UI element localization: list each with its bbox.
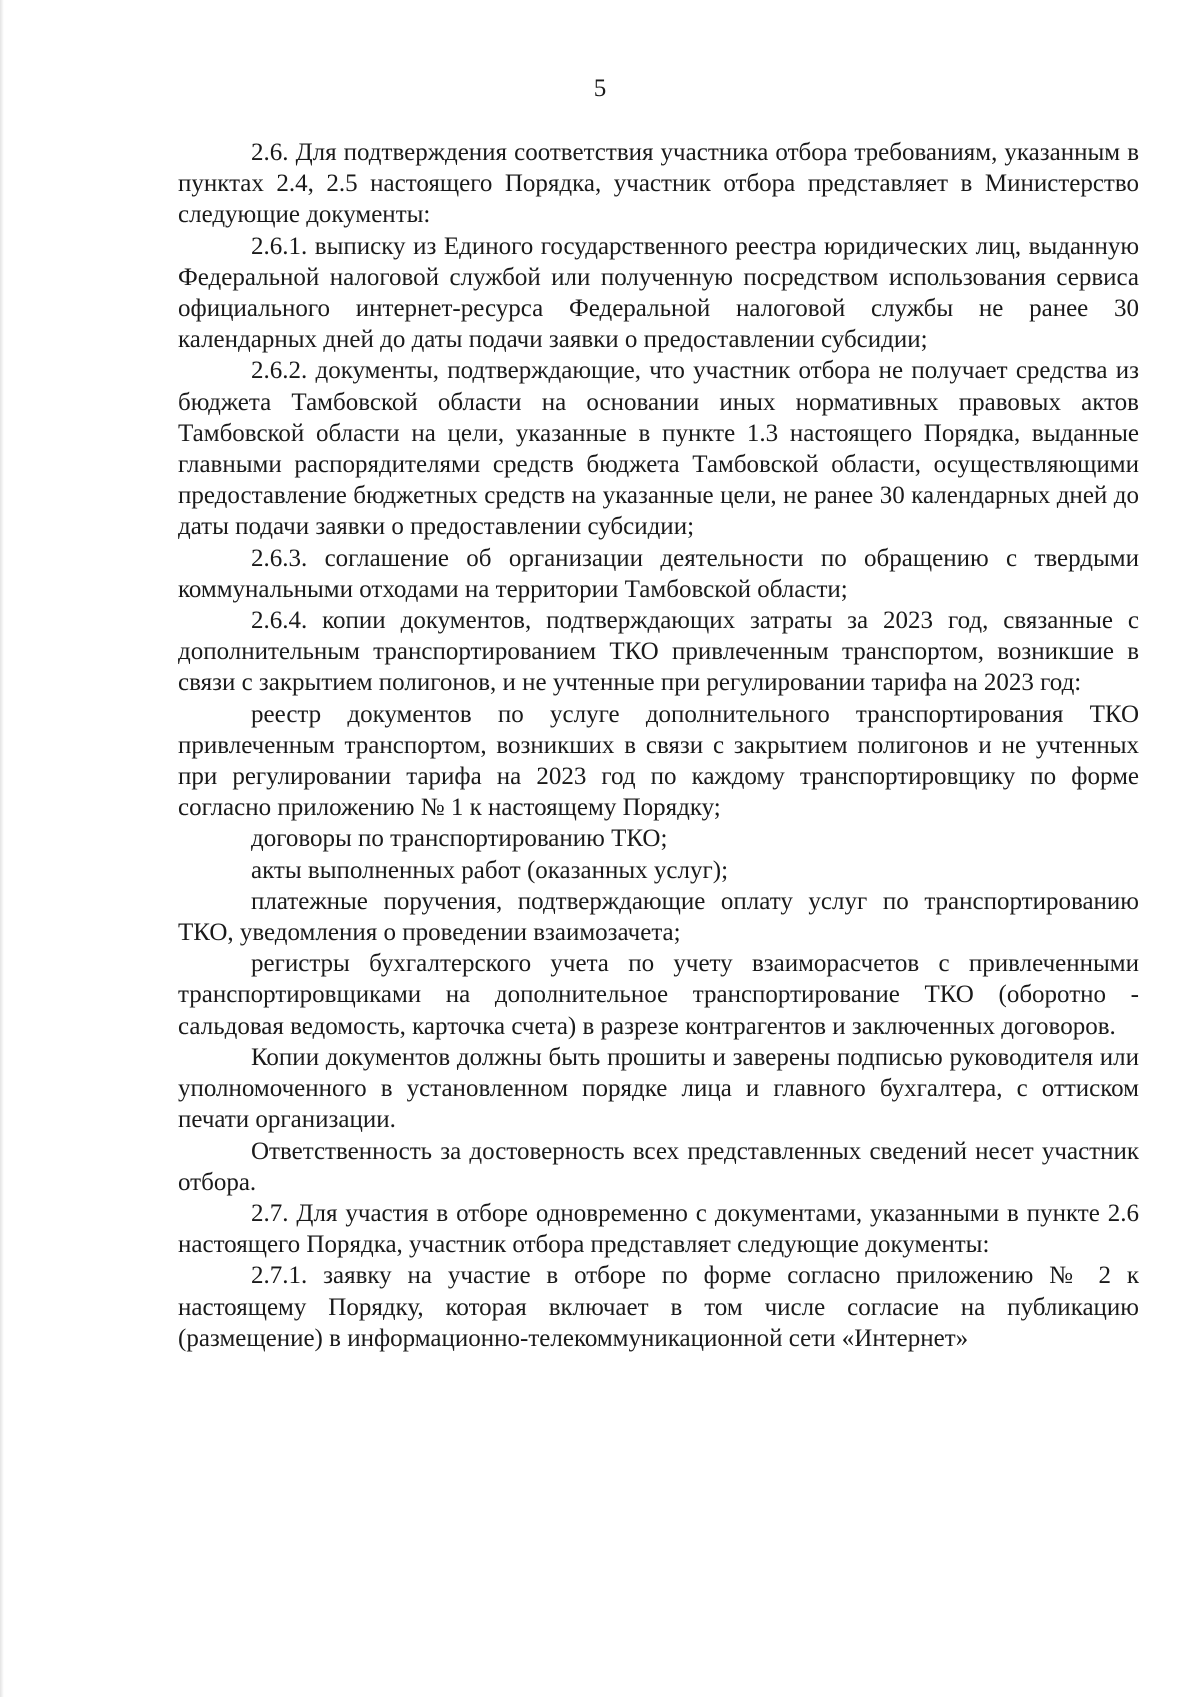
paragraph-2-6-3: 2.6.3. соглашение об организации деятельности по обращению с твердыми коммунальными отходами на территории Тамбовской области; bbox=[178, 544, 1139, 603]
paragraph-accounting-registers: регистры бухгалтерского учета по учету взаиморасчетов с привлеченными транспортировщиками на дополнительное транспортирование ТКО (оборотно - сальдовая ведомость, карточка счета) в разрезе контрагентов и заключенных договоров. bbox=[178, 950, 1139, 1040]
paragraph-responsibility: Ответственность за достоверность всех представленных сведений несет участник отбора. bbox=[178, 1137, 1139, 1196]
paragraph-2-6-4: 2.6.4. копии документов, подтверждающих затраты за 2023 год, связанные с дополнительным транспортированием ТКО привлеченным транспортом, возникшие в связи с закрытием полигонов, и не учтенные при регулировании тарифа на 2023 год: bbox=[178, 607, 1139, 697]
paragraph-2-6: 2.6. Для подтверждения соответствия участника отбора требованиям, указанным в пунктах 2.4, 2.5 настоящего Порядка, участник отбора представляет в Министерство следующие документы: bbox=[178, 139, 1139, 229]
paragraph-2-7: 2.7. Для участия в отборе одновременно с документами, указанными в пункте 2.6 настоящего Порядка, участник отбора представляет следующие документы: bbox=[178, 1199, 1139, 1259]
page-number: 5 bbox=[593, 75, 607, 102]
paragraph-contracts: договоры по транспортированию ТКО; bbox=[251, 825, 668, 853]
paragraph-copies: Копии документов должны быть прошиты и заверены подписью руководителя или уполномоченного в установленном порядке лица и главного бухгалтера, с оттиском печати организации. bbox=[178, 1043, 1139, 1134]
paragraph-acts: акты выполненных работ (оказанных услуг); bbox=[251, 856, 729, 884]
paragraph-2-7-1: 2.7.1. заявку на участие в отборе по форме согласно приложению № 2 к настоящему Порядку, которая включает в том числе согласие на публикацию (размещение) в информационно-телекоммуникационной сети «Интернет» bbox=[178, 1262, 1139, 1352]
paragraph-2-6-1: 2.6.1. выписку из Единого государственного реестра юридических лиц, выданную Федеральной налоговой службой или полученную посредством использования сервиса официального интернет-ресурса Федеральной налоговой службы не ранее 30 календарных дней до даты подачи заявки о предоставлении субсидии; bbox=[178, 232, 1139, 354]
paragraph-payment-orders: платежные поручения, подтверждающие оплату услуг по транспортированию ТКО, уведомления о проведении взаимозачета; bbox=[178, 887, 1139, 947]
scan-edge bbox=[0, 0, 4, 1697]
paragraph-registry: реестр документов по услуге дополнительного транспортирования ТКО привлеченным транспортом, возникших в связи с закрытием полигонов и не учтенных при регулировании тарифа на 2023 год по каждому транспортировщику по форме согласно приложению № 1 к настоящему Порядку; bbox=[178, 700, 1139, 822]
paragraph-2-6-2: 2.6.2. документы, подтверждающие, что участник отбора не получает средства из бюджета Тамбовской области на основании иных нормативных правовых актов Тамбовской области на цели, указанные в пункте 1.3 настоящего Порядка, выданные главными распорядителями средств бюджета Тамбовской области, осуществляющими предоставление бюджетных средств на указанные цели, не ранее 30 календарных дней до даты подачи заявки о предоставлении субсидии; bbox=[178, 357, 1139, 541]
document-body bbox=[178, 137, 1139, 1354]
